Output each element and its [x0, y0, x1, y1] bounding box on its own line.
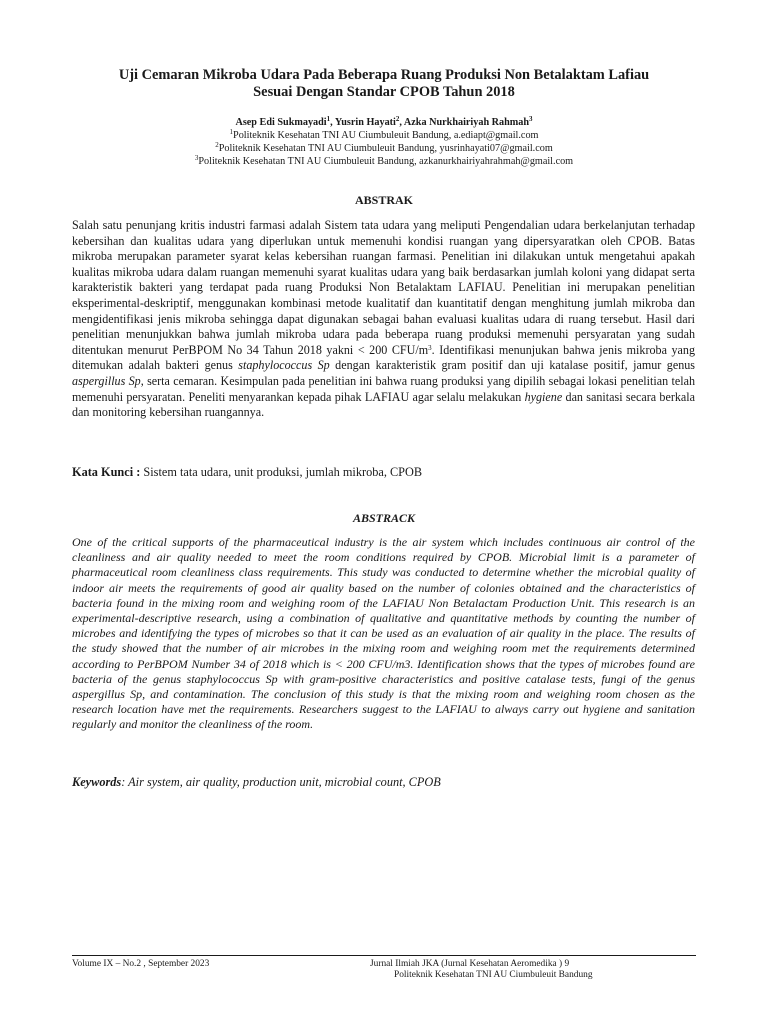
author-name: Azka Nurkhairiyah Rahmah [403, 117, 530, 128]
footer-volume: Volume IX – No.2 , September 2023 [72, 959, 210, 969]
affiliation-3 [70, 155, 698, 168]
affiliation-text: Politeknik Kesehatan TNI AU Ciumbuleuit Bandung, a.ediapt@gmail.com [233, 130, 539, 141]
author-affiliation-marker: 1 [326, 115, 331, 123]
affiliation-text: Politeknik Kesehatan TNI AU Ciumbuleuit Bandung, yusrinhayati07@gmail.com [218, 143, 553, 154]
author-separator: , [330, 117, 335, 128]
hygiene-term: hygiene [524, 389, 563, 404]
author-affiliation-marker: 2 [395, 115, 400, 123]
footer-divider [72, 955, 696, 956]
affiliation-marker: 3 [194, 154, 199, 162]
footer-journal-block [370, 959, 593, 981]
affiliation-marker: 1 [229, 128, 234, 136]
keywords [72, 775, 441, 790]
abstrak-text: Salah satu penunjang kritis industri farmasi adalah Sistem tata udara yang meliputi Pengendalian udara berkelanjutan terhadap kebersihan dan kualitas udara yang diperlukan untuk memenuhi kondisi ruangan yang dipersyaratkan oleh CPOB. Batas mikroba merupakan parameter syarat kelas kebersihan ruangan farmasi. Penelitian ini dilakukan untuk mengetahui apakah kualitas mikroba udara dalam ruangan memenuhi syarat kualitas udara yang baik berdasarkan jumlah koloni yang didapat serta karakteristik bakteri yang terdapat pada ruang Produksi Non Betalaktam LAFIAU. Penelitian ini merupakan penelitian eksperimental-deskriptif, menggunakan kombinasi metode kualitatif dan kuantitatif dengan menghitung jumlah mikroba dan mengidentifikasi jenis mikroba sehingga dapat digunakan sebagai bahan evaluasi kualitas udara di ruang tersebut. Hasil dari penelitian menunjukkan bahwa jumlah mikroba udara pada beberapa ruang produksi memenuhi persyaratan yang sudah ditentukan menurut PerBPOM No 34 Tahun 2018 yakni < 200 CFU/m [72, 218, 695, 357]
affiliation-text: Politeknik Kesehatan TNI AU Ciumbuleuit Bandung, azkanurkhairiyahrahmah@gmail.com [198, 156, 574, 167]
kata-kunci [72, 465, 422, 480]
kata-kunci-text: Sistem tata udara, unit produksi, jumlah mikroba, CPOB [140, 465, 423, 479]
keywords-text: : Air system, air quality, production unit, microbial count, CPOB [121, 775, 441, 789]
keywords-label: Keywords [72, 775, 122, 789]
author-list [70, 116, 698, 129]
abstrak-text: dengan karakteristik gram positif dan uji katalase positif, jamur genus [329, 358, 696, 373]
affiliation-marker: 2 [215, 141, 219, 149]
unit-superscript: 3 [428, 343, 432, 352]
abstrack-heading: ABSTRACK [352, 511, 416, 525]
footer-institution: Politeknik Kesehatan TNI AU Ciumbuleuit Bandung [394, 970, 593, 980]
genus-name: aspergillus Sp [72, 373, 141, 388]
genus-name: staphylococcus Sp [238, 358, 330, 373]
title-line-2: Sesuai Dengan Standar CPOB Tahun 2018 [253, 84, 515, 100]
abstrak-text: , serta cemaran. Kesimpulan pada penelitian ini bahwa ruang produksi yang dipilih sebagai lokasi penelitian telah memenuhi persyaratan. Peneliti menyarankan kepada pihak LAFIAU agar selalu melakukan [72, 373, 695, 404]
author-name: Yusrin Hayati [334, 117, 396, 128]
abstrack-body: One of the critical supports of the pharmaceutical industry is the air system which includes continuous air control of the cleanliness and air quality needed to meet the room conditions required by CPOB. Microbial limit is a parameter of pharmaceutical room cleanliness class requirements. This study was conducted to determine whether the microbial quality of indoor air meets the requirements of good air quality based on the number of colonies obtained and the characteristics of bacteria found in the mixing room and weighing room of the LAFIAU Non Betalactam Production Unit. This research is an experimental-descriptive research, using a combination of qualitative and quantitative methods by counting the number of microbes and identifying the types of microbes so that it can be used as an evaluation of air quality in the place. The results of the study showed that the number of air microbes in the mixing room and weighing room met the requirements determined according to PerBPOM Number 34 of 2018 which is < 200 CFU/m3. Identification shows that the types of microbes found are bacteria of the genus staphylococcus Sp with gram-positive characteristics and positive catalase tests, fungi of the genus aspergillus Sp, and contamination. The conclusion of this study is that the mixing room and weighing room chosen as the research location have met the requirements. Researchers suggest to the LAFIAU to always carry out hygiene and sanitation regularly and monitor the cleanliness of the room. [72, 535, 695, 732]
abstrak-text: . Identifikasi menunjukan bahwa jenis mikroba yang ditemukan adalah bakteri genus [72, 342, 695, 373]
author-affiliation-marker: 3 [529, 115, 533, 123]
affiliation-1 [70, 129, 698, 142]
affiliation-2 [70, 142, 698, 155]
abstrak-heading: ABSTRAK [354, 193, 413, 207]
abstrak-body [72, 218, 695, 421]
paper-title [70, 67, 698, 101]
title-line-1: Uji Cemaran Mikroba Udara Pada Beberapa Ruang Produksi Non Betalaktam Lafiau [118, 67, 650, 83]
author-name: Asep Edi Sukmayadi [235, 117, 327, 128]
abstrak-text: dan sanitasi secara berkala dan monitoring kebersihan ruangannya. [72, 389, 695, 420]
author-separator: , [399, 117, 404, 128]
footer-journal: Jurnal Ilmiah JKA (Jurnal Kesehatan Aeromedika ) 9 [370, 959, 570, 969]
kata-kunci-label: Kata Kunci : [72, 465, 141, 479]
